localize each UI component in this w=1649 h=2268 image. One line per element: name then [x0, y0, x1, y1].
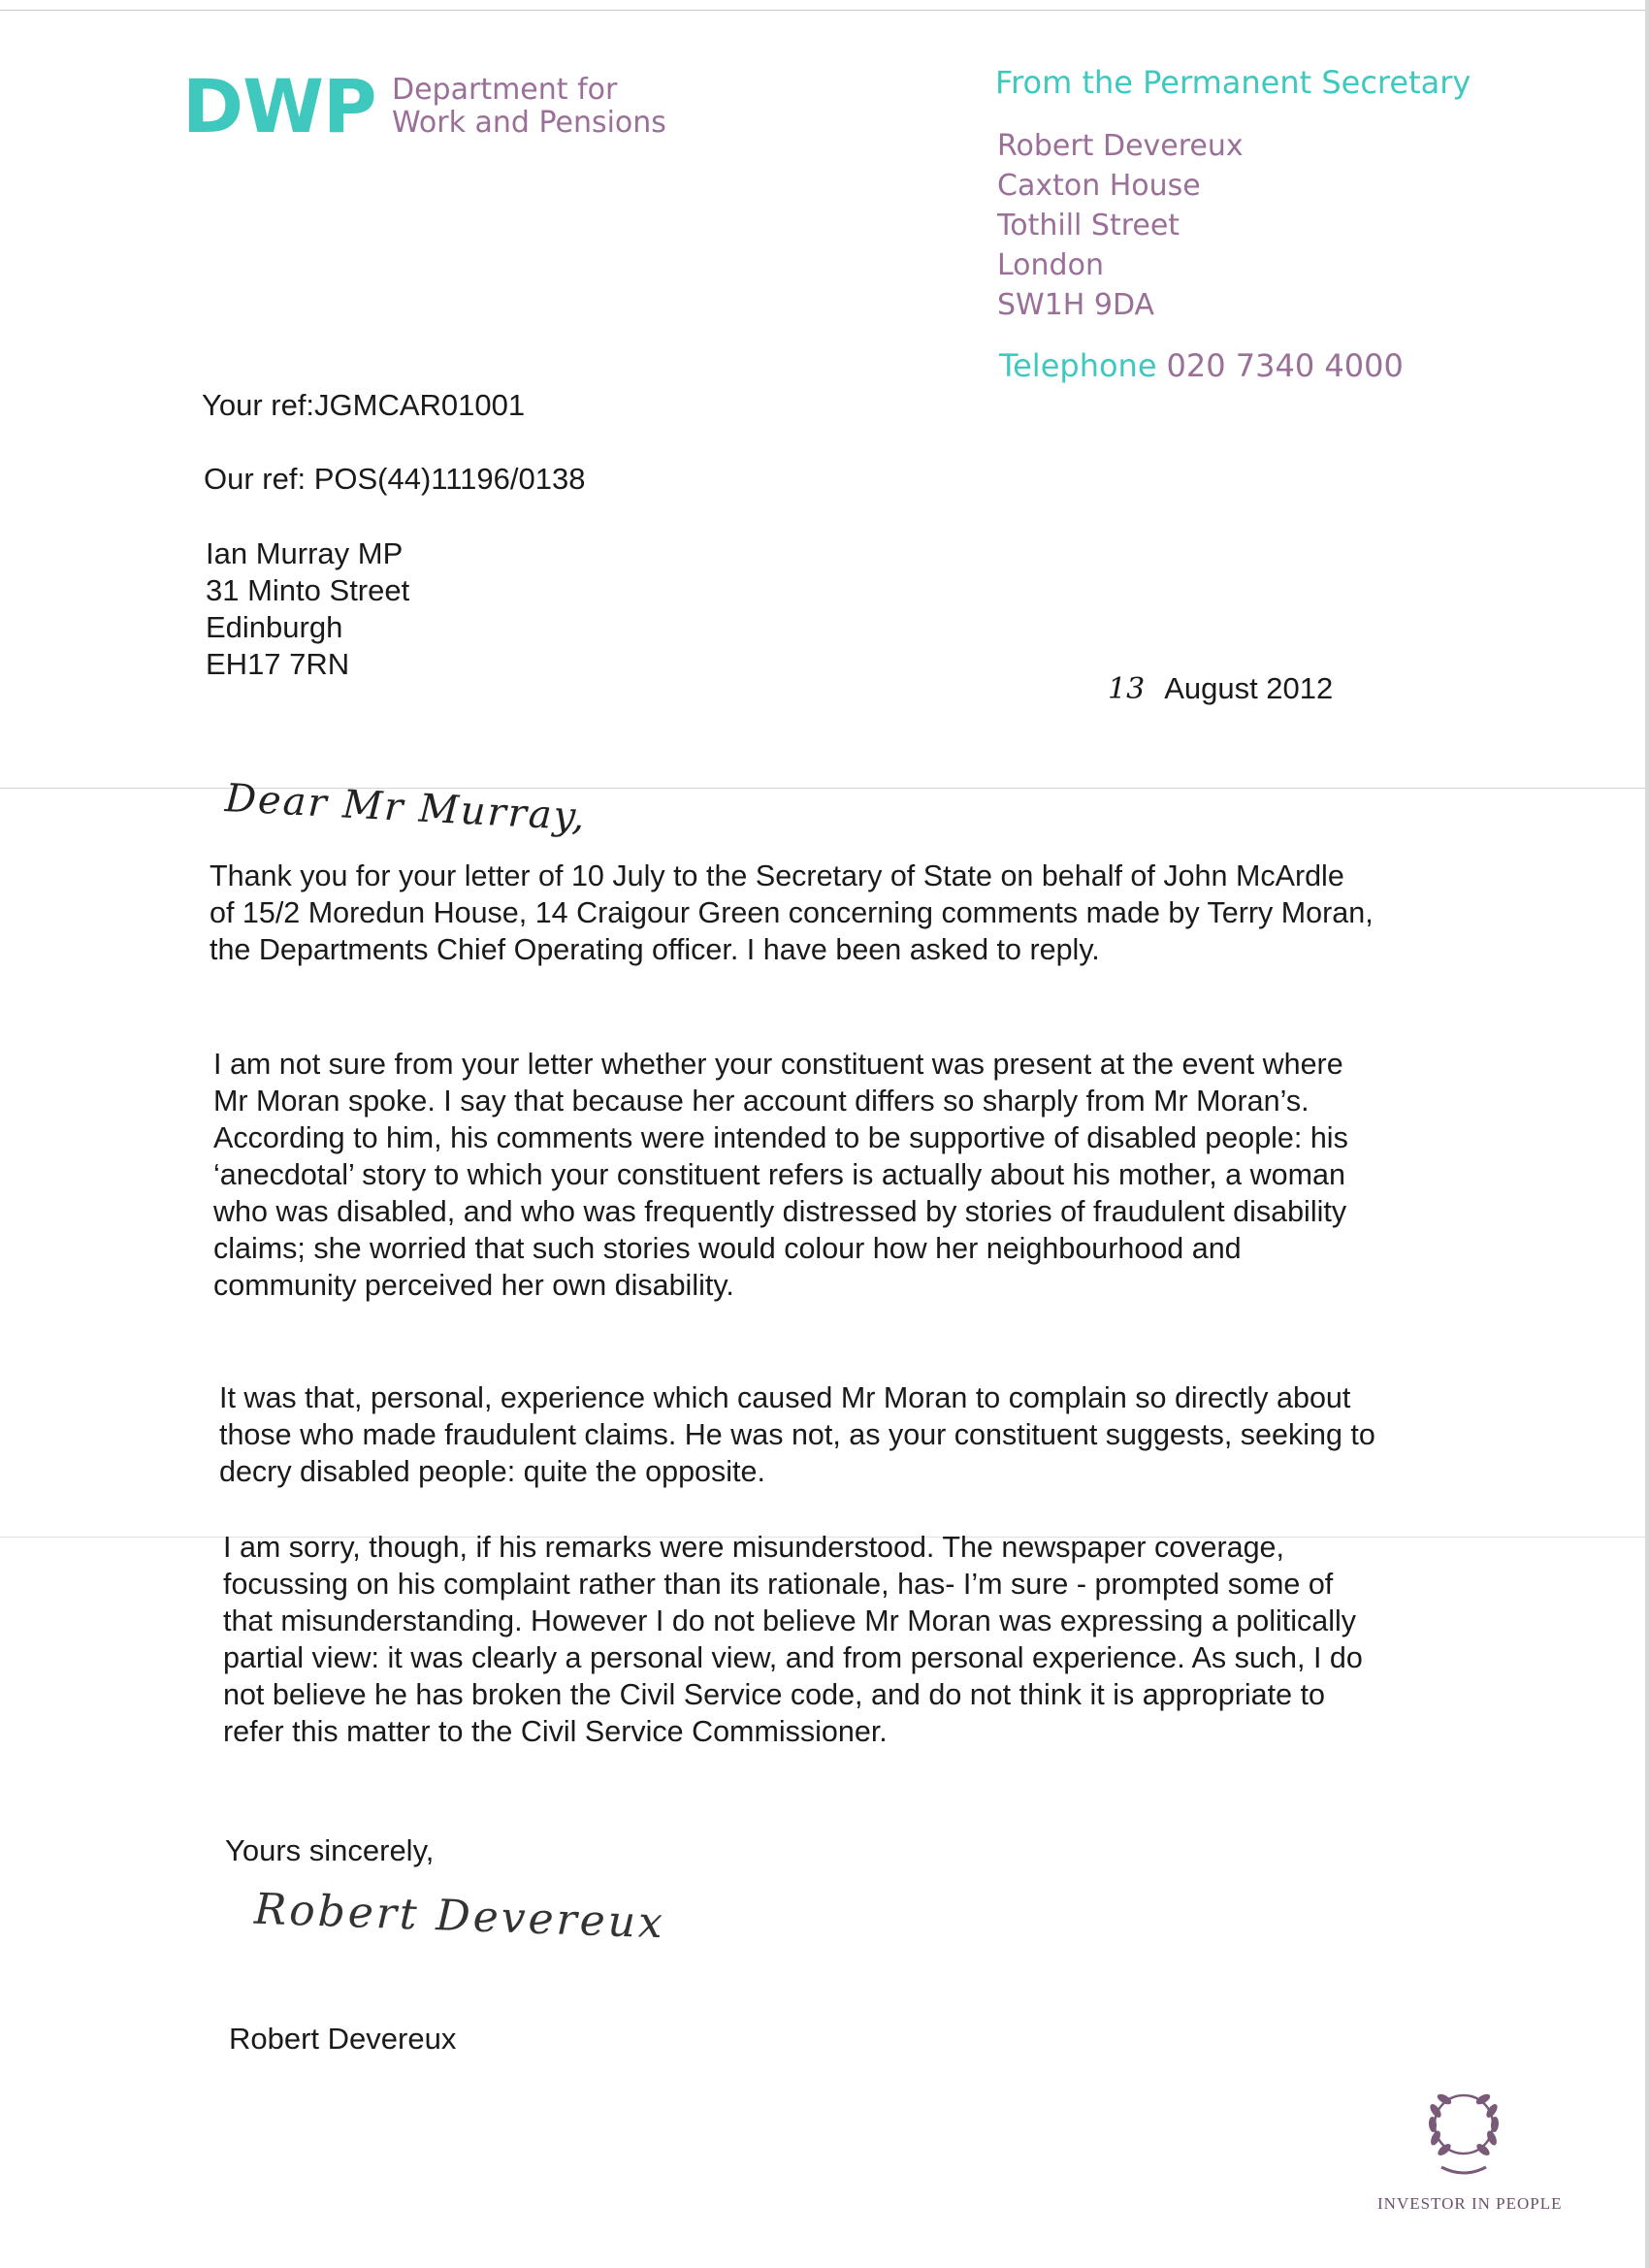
- department-line-1: Department for: [392, 73, 618, 107]
- investor-in-people-label: INVESTOR IN PEOPLE: [1377, 2194, 1563, 2213]
- paragraph-text: It was that, personal, experience which caused Mr Moran to complain so directly about those who made fraudulent claims. He was not, as your constituent suggests, seeking to decry disabled people: quite the opposite.: [219, 1381, 1375, 1488]
- closing: Yours sincerely,: [225, 1833, 435, 1867]
- paragraph-text: Thank you for your letter of 10 July to the Secretary of State on behalf of John McArdle of 15/2 Moredun House, 14 Craigour Green concerning comments made by Terry Moran, the Departments Chief Operating officer. I have been asked to reply.: [210, 859, 1374, 966]
- sender-address-line: SW1H 9DA: [997, 288, 1155, 322]
- sender-address-line: London: [997, 248, 1104, 282]
- telephone: [999, 347, 1404, 384]
- body-paragraph: [213, 1046, 1377, 1304]
- body-paragraph: [210, 858, 1374, 968]
- body-paragraph: [219, 1379, 1383, 1490]
- recipient-line: EH17 7RN: [206, 647, 350, 681]
- telephone-number: 020 7340 4000: [1166, 347, 1404, 384]
- scan-edge-top: [0, 10, 1649, 11]
- your-ref: Your ref:JGMCAR01001: [202, 388, 526, 422]
- our-ref: Our ref: POS(44)11196/0138: [204, 462, 586, 496]
- scan-edge-right: [1645, 0, 1649, 2268]
- salutation-handwritten: Dear Mr Murray,: [223, 776, 588, 840]
- sender-address-line: Robert Devereux: [997, 129, 1244, 163]
- date-month-year: August 2012: [1164, 671, 1334, 705]
- department-line-2: Work and Pensions: [392, 106, 666, 140]
- recipient-line: 31 Minto Street: [206, 573, 410, 607]
- handwritten-signature: Robert Devereux: [253, 1884, 666, 1949]
- paragraph-text: I am sorry, though, if his remarks were misunderstood. The newspaper coverage, focussing on his complaint rather than its rationale, has- I’m sure - prompted some of that misunderstanding. However I do not believe Mr Moran was expressing a politically partial view: it was clearly a personal view, and from personal experience. As such, I do not believe he has broken the Civil Service code, and do not think it is appropriate to refer this matter to the Civil Service Commissioner.: [223, 1531, 1363, 1748]
- paragraph-text: I am not sure from your letter whether your constituent was present at the event where Mr Moran spoke. I say that because her account differs so sharply from Mr Moran’s. According to him, his comments were intended to be supportive of disabled people: his ‘anecdotal’ story to which your constituent refers is actually about his mother, a woman who was disabled, and who was frequently distressed by stories of fraudulent disability claims; she worried that such stories would colour how her neighbourhood and community perceived her own disability.: [213, 1048, 1348, 1302]
- letter-date: [1108, 671, 1333, 706]
- signatory-name: Robert Devereux: [229, 2022, 457, 2056]
- recipient-line: Ian Murray MP: [206, 536, 404, 570]
- sender-address-line: Caxton House: [997, 169, 1201, 203]
- department-name: [392, 74, 666, 140]
- recipient-line: Edinburgh: [206, 610, 343, 644]
- from-title: From the Permanent Secretary: [995, 64, 1471, 101]
- date-day-handwritten: 13: [1108, 672, 1146, 706]
- body-paragraph: [223, 1529, 1387, 1750]
- sender-address-line: Tothill Street: [997, 209, 1180, 243]
- laurel-wreath-icon: [1422, 2078, 1505, 2185]
- recipient-address: [206, 535, 409, 683]
- telephone-label: Telephone: [999, 347, 1157, 384]
- sender-address: [997, 126, 1244, 325]
- dwp-logo: DWP: [182, 63, 376, 149]
